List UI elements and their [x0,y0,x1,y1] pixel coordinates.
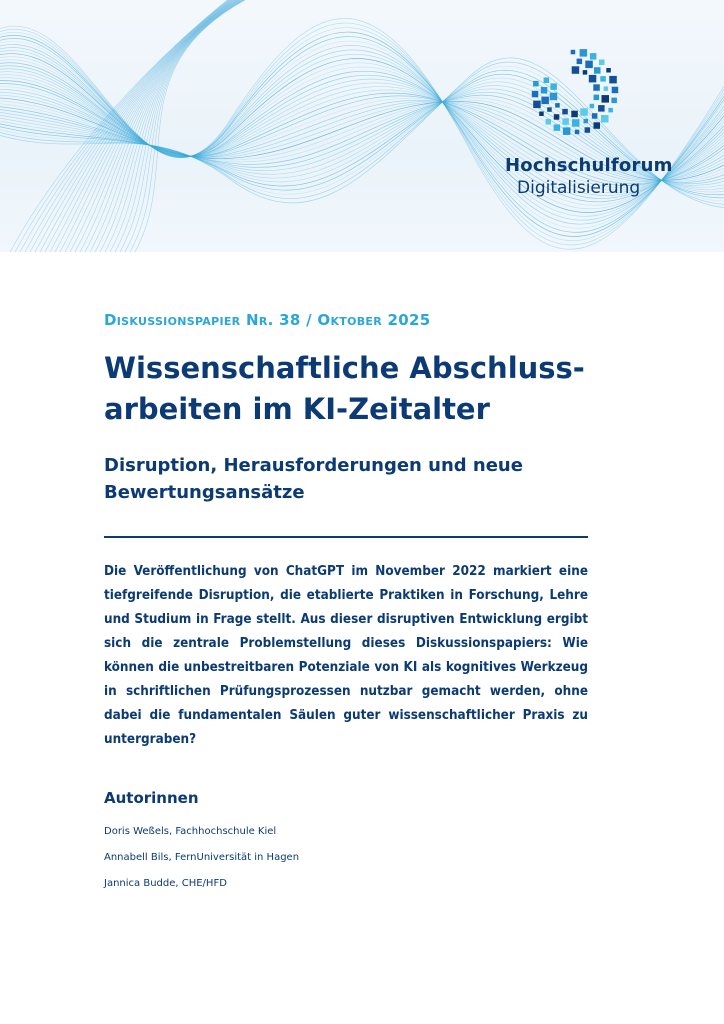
logo-square [580,108,588,116]
logo-square [562,118,569,125]
logo-square [589,75,597,83]
logo-square [575,130,580,135]
logo-square [539,112,544,117]
logo-square [572,66,580,74]
logo-square [550,93,558,101]
divider [104,536,588,538]
author-entry: Jannica Budde, CHE/HFD [104,878,227,889]
author-entry: Doris Weßels, Fachhochschule Kiel [104,826,277,837]
logo-square [604,86,609,91]
logo-square [571,111,578,118]
wave-line [50,0,248,252]
cover-hero-graphic [0,0,724,252]
logo-square [594,67,601,74]
document-subtitle [104,452,584,506]
logo-square [585,127,591,133]
title-line-2: arbeiten im KI-Zeitalter [104,392,490,426]
logo-square [600,76,606,82]
logo-square [594,122,601,129]
logo-square [602,95,610,103]
subtitle-line-2: Bewertungsansätze [104,482,305,503]
logo-square [541,97,549,105]
logo-square [555,103,560,108]
series-label: Diskussionspapier Nr. 38 / Oktober 2025 [104,311,431,329]
logo-square [541,87,548,94]
logo-square [550,83,557,90]
logo-square [533,81,539,87]
logo-square [571,50,576,55]
logo-square [563,127,571,134]
logo-square [608,108,613,113]
authors-heading: Autorinnen [104,789,199,807]
logo-square [598,105,605,112]
logo-square [592,113,598,119]
abstract-paragraph: Die Veröffentlichung von ChatGPT im November 2022 markiert eine tiefgreifende Disruption, die etablierte Praktiken in Forschung, Lehre und Studium in Frage stellt. Aus dieser disruptiven Entwicklung ergibt sich die zentrale Problemstellung dieses Diskussionspapiers: Wie können die unbestreitbaren Potenziale von KI als kognitives Werkzeug in schriftlichen Prüfungsprozessen nutzbar gemacht werden, ohne dabei die fundamentalen Säulen guter wissenschaftlicher Praxis zu untergraben? [104,564,588,747]
title-line-1: Wissenschaftliche Abschluss- [104,351,585,385]
subtitle-line-1: Disruption, Herausforderungen und neue [104,455,523,476]
wave-line [25,0,243,252]
author-entry: Annabell Bils, FernUniversität in Hagen [104,852,300,863]
wave-line [45,0,247,252]
logo-square [546,119,552,125]
logo-square [584,119,589,124]
logo-square [599,60,605,66]
wave-line [135,0,265,252]
brand-line-2: Digitalisierung [517,178,641,198]
logo-square [580,49,588,57]
logo-square [532,91,539,98]
authors-list [104,826,299,904]
logo-square [572,119,580,127]
logo-square [606,68,611,73]
logo-square [590,104,595,109]
logo-square [562,109,568,115]
logo-square [611,98,617,104]
logo-square [577,59,583,65]
wave-line [40,0,246,252]
logo-square [533,101,541,109]
brand-line-1: Hochschulforum [505,155,673,176]
logo-square [590,53,597,60]
logo-square [612,87,619,94]
logo-square [593,84,600,91]
logo-square [547,107,552,112]
hfd-logo-icon [520,42,630,142]
logo-square [544,78,550,84]
logo-square [554,124,561,130]
document-title [104,348,604,430]
brand-wordmark [505,155,705,198]
logo-square [594,95,600,101]
logo-square [554,114,560,120]
logo-square [585,61,593,69]
logo-square [609,76,617,84]
logo-square [583,70,588,75]
logo-square [601,115,609,123]
